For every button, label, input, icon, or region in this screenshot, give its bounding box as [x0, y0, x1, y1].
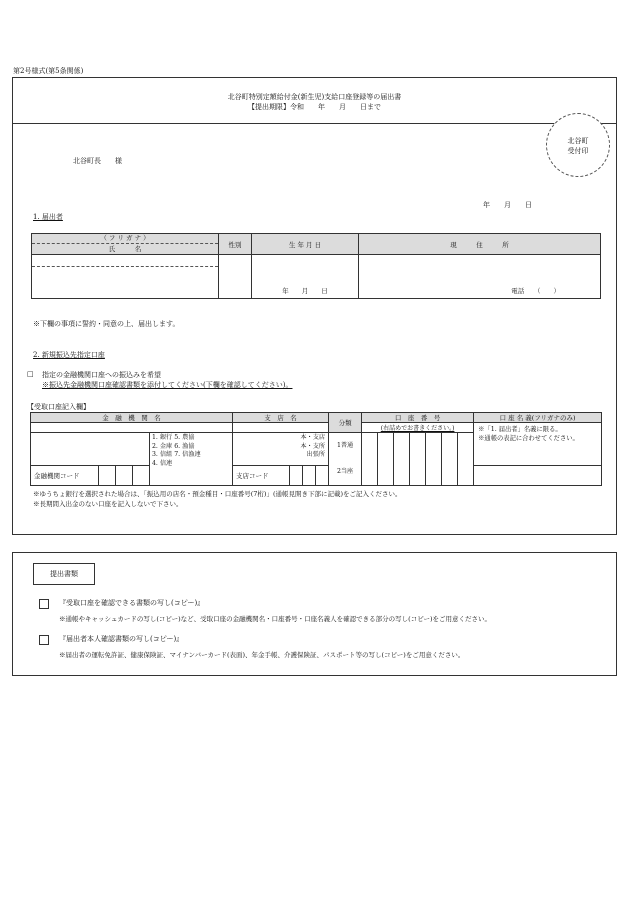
address-field[interactable]: [359, 255, 601, 299]
form-number: 第2号様式(第5条関係): [13, 67, 84, 75]
bank-code-label: 金融機関コード: [31, 466, 99, 486]
number-digit[interactable]: [458, 433, 474, 486]
documents-box: [12, 552, 617, 676]
birth-field[interactable]: 年 月 日: [252, 255, 359, 299]
form-title: 北谷町特別定額給付金(新生児)支給口座登録等の届出書: [227, 93, 402, 101]
bank-code-digit[interactable]: [133, 466, 150, 486]
documents-label: 提出書類: [33, 563, 95, 585]
sex-field[interactable]: [219, 255, 252, 299]
number-digit[interactable]: [410, 433, 426, 486]
number-digit[interactable]: [426, 433, 442, 486]
bank-name-field[interactable]: [31, 433, 150, 466]
submission-date: 年 月 日: [483, 201, 532, 209]
main-form: [12, 77, 617, 535]
account-heading: 【受取口座記入欄】: [27, 403, 90, 411]
deadline: 【提出期限】令和 年 月 日まで: [248, 103, 381, 111]
doc1-checkbox[interactable]: [39, 599, 49, 609]
branch-code-digit[interactable]: [290, 466, 303, 486]
transfer-checkbox[interactable]: □: [27, 370, 34, 378]
number-header: 口 座 番 号: [362, 413, 474, 423]
doc2-desc: ※届出者の運転免許証、健康保険証、マイナンバーカード(表面)、年金手帳、介護保険証、パスポート等の写し(コピー)をご用意ください。: [59, 651, 465, 659]
address-header: 現 住 所: [359, 234, 601, 255]
yucho-note: ※ゆうちょ銀行を選択された場合は、「振込用の店名・預金種目・口座番号(7桁)」(通帳見開き下部に記載)をご記入ください。: [33, 490, 402, 498]
name-field[interactable]: [32, 255, 219, 299]
consent-note: ※下欄の事項に誓約・同意の上、届出します。: [33, 320, 180, 328]
number-digit[interactable]: [394, 433, 410, 486]
sex-header: 性別: [219, 234, 252, 255]
bank-code-digit[interactable]: [116, 466, 133, 486]
holder-header: 口 座 名 義(フリガナのみ): [474, 413, 602, 423]
dormant-note: ※長期間入出金のない口座を記入しないで下さい。: [33, 500, 183, 508]
holder-notes: ※「1. 届出者」名義に限る。 ※通帳の表記に合わせてください。: [474, 423, 602, 466]
reception-stamp: 北谷町 受付印: [546, 113, 610, 177]
number-subheader: (右詰めでお書きください。): [362, 423, 474, 433]
branch-code-digit[interactable]: [303, 466, 316, 486]
number-digit[interactable]: [362, 433, 378, 486]
transfer-option-note: ※振込先金融機関口座確認書類を添付してください(下欄を確認してください)。: [42, 381, 293, 389]
section2-title: 2. 新規振込先指定口座: [33, 351, 105, 359]
account-table: [30, 412, 602, 486]
name-header: 氏 名: [108, 245, 142, 253]
doc2-title: 『届出者本人確認書類の写し(コピー)』: [59, 635, 184, 643]
number-digit[interactable]: [378, 433, 394, 486]
section1-title: 1. 届出者: [33, 213, 63, 221]
branch-header: 支 店 名: [233, 413, 329, 423]
furigana-header: （ フ リ ガ ナ ）: [32, 234, 218, 244]
bank-header: 金 融 機 関 名: [31, 413, 233, 423]
phone-label: 電話 （ ）: [511, 287, 560, 295]
holder-field[interactable]: [474, 466, 602, 486]
account-type-options[interactable]: 1普通 2当座: [329, 433, 362, 486]
bank-type-options[interactable]: 1. 銀行 5. 農協 2. 金庫 6. 漁協 3. 信組 7. 信漁連 4. 信連: [150, 433, 233, 486]
transfer-option-label: 指定の金融機関口座への振込みを希望: [42, 371, 161, 379]
type-header: 分類: [329, 413, 362, 433]
bank-code-digit[interactable]: [99, 466, 116, 486]
doc1-desc: ※通帳やキャッシュカードの写し(コピー)など、受取口座の金融機関名・口座番号・口座名義人を確認できる部分の写し(コピー)をご用意ください。: [59, 615, 491, 623]
doc1-title: 『受取口座を確認できる書類の写し(コピー)』: [59, 599, 205, 607]
birth-header: 生 年 月 日: [252, 234, 359, 255]
form-header: [13, 78, 616, 124]
branch-code-digit[interactable]: [316, 466, 329, 486]
branch-code-label: 支店コード: [233, 466, 290, 486]
doc2-checkbox[interactable]: [39, 635, 49, 645]
branch-type-options[interactable]: 本・支店 本・支所 出張所: [233, 433, 329, 466]
applicant-table: [31, 233, 601, 299]
addressee: 北谷町長 様: [73, 157, 122, 165]
number-digit[interactable]: [442, 433, 458, 486]
